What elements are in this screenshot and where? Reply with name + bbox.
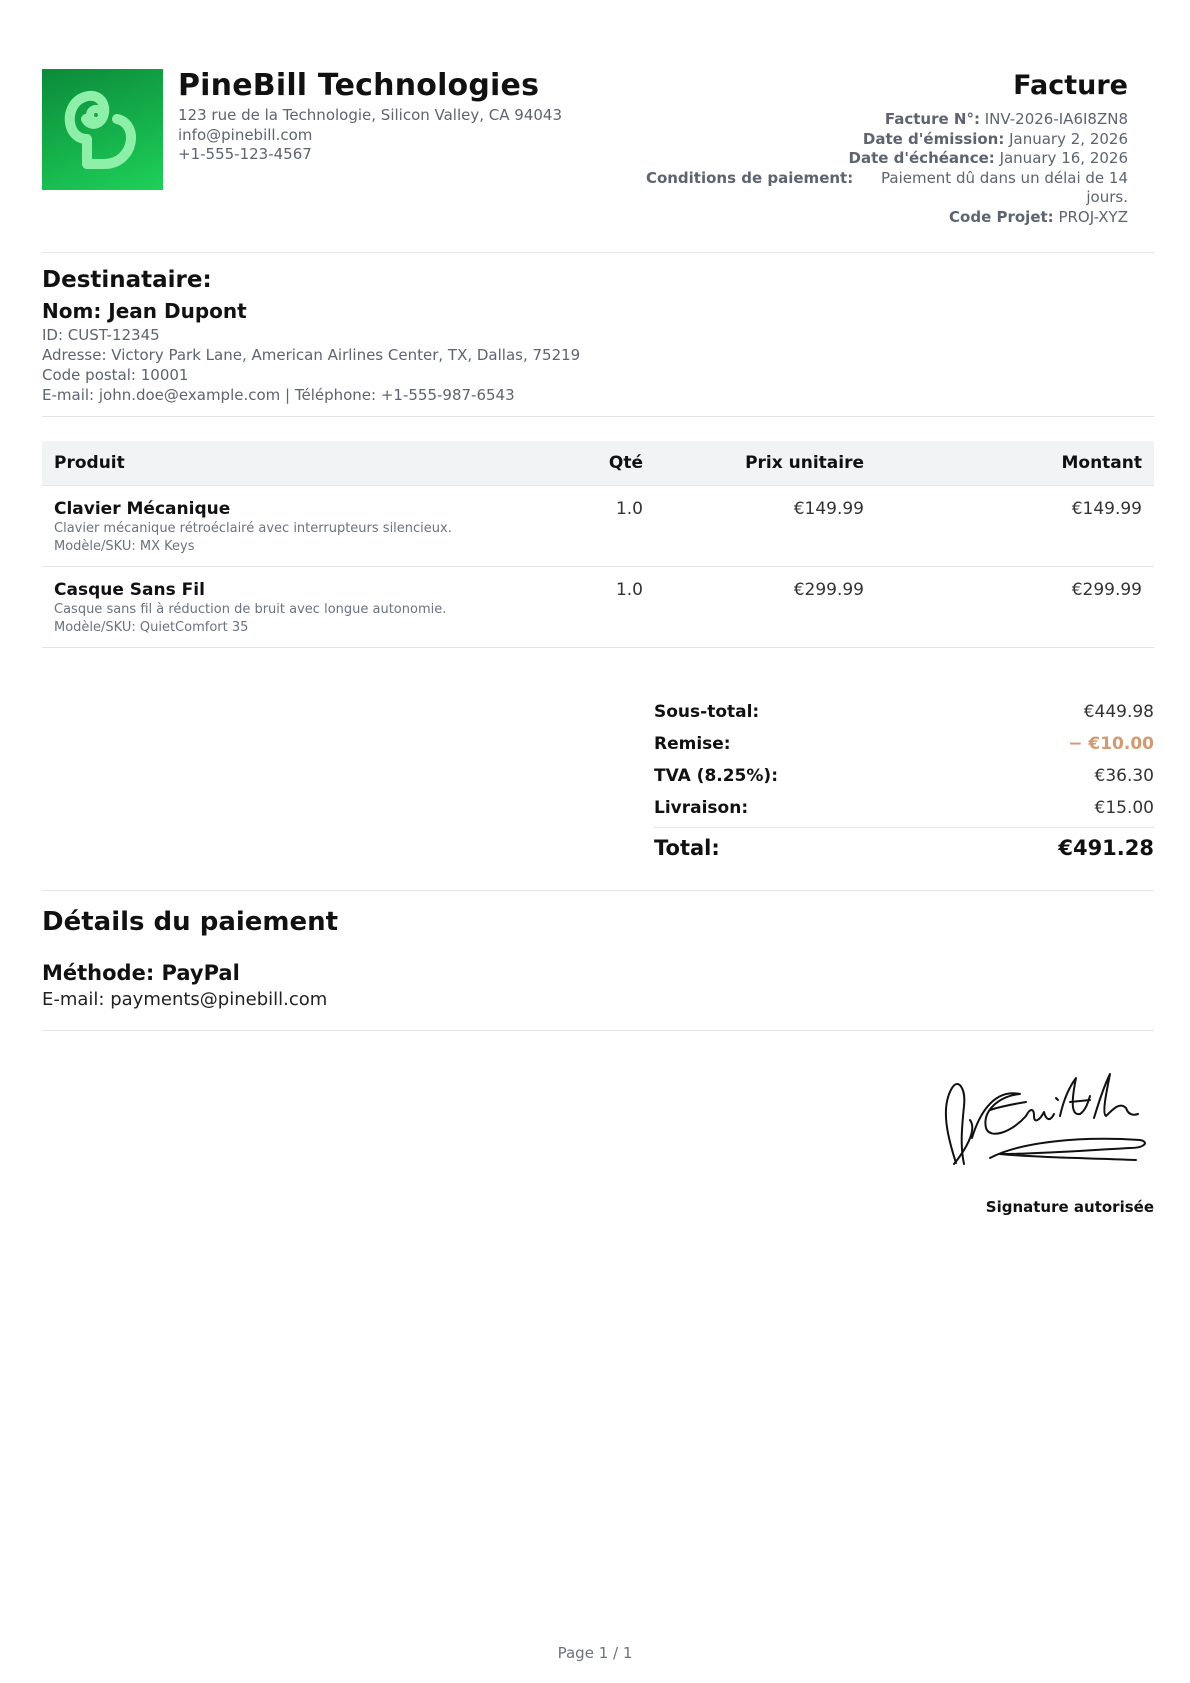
qty-cell: 1.0 [615, 580, 643, 600]
shipping-label: Livraison: [654, 798, 749, 818]
signature-label: Signature autorisée [985, 1198, 1154, 1216]
invoice-number-label: Facture N°: [884, 110, 980, 128]
total-row [654, 828, 1154, 868]
recipient-address: Adresse: Victory Park Lane, American Airlines Center, TX, Dallas, 75219 [42, 346, 581, 364]
discount-label: Remise: [654, 734, 731, 754]
table-row [42, 567, 1154, 648]
due-date: January 16, 2026 [999, 149, 1128, 167]
project-code: PROJ-XYZ [1058, 207, 1128, 226]
product-sku: Modèle/SKU: MX Keys [54, 539, 195, 554]
payment-email: E-mail: payments@pinebill.com [42, 989, 328, 1010]
header-unit-price: Prix unitaire [745, 453, 864, 473]
product-cell [54, 579, 446, 637]
unit-price-cell: €149.99 [793, 499, 864, 519]
payment-terms-row [628, 169, 1128, 208]
header-qty: Qté [608, 453, 643, 473]
issue-date-row [628, 130, 1128, 150]
items-table [42, 441, 1154, 648]
shipping-value: €15.00 [1094, 798, 1154, 818]
totals-section [654, 696, 1154, 868]
header-amount: Montant [1061, 453, 1142, 473]
total-value: €491.28 [1058, 836, 1154, 860]
signature-image [930, 1058, 1160, 1178]
payment-method: Méthode: PayPal [42, 961, 240, 985]
tax-row [654, 760, 1154, 792]
amount-cell: €149.99 [1071, 499, 1142, 519]
divider [42, 252, 1154, 253]
product-description: Clavier mécanique rétroéclairé avec interrupteurs silencieux. [54, 521, 452, 536]
divider [42, 1030, 1154, 1031]
product-name: Clavier Mécanique [54, 499, 231, 519]
company-logo [42, 69, 163, 190]
project-code-row [628, 208, 1128, 228]
product-description: Casque sans fil à réduction de bruit avec longue autonomie. [54, 602, 447, 617]
divider [42, 416, 1154, 417]
recipient-name: Nom: Jean Dupont [42, 299, 247, 323]
project-code-label: Code Projet: [949, 207, 1054, 226]
issue-date-label: Date d'émission: [862, 129, 1005, 148]
due-date-label: Date d'échéance: [848, 149, 995, 167]
recipient-contact: E-mail: john.doe@example.com | Téléphone: +1-555-987-6543 [42, 386, 515, 404]
invoice-number: INV-2026-IA6I8ZN8 [984, 110, 1128, 128]
invoice-number-row [628, 110, 1128, 130]
page-number: Page 1 / 1 [557, 1644, 633, 1662]
header-product: Produit [54, 453, 125, 473]
invoice-meta [628, 66, 1128, 227]
divider [42, 890, 1154, 891]
total-label: Total: [654, 836, 720, 860]
pinebill-logo-icon [42, 69, 163, 190]
qty-cell: 1.0 [615, 499, 643, 519]
shipping-row [654, 792, 1154, 824]
company-info [178, 66, 562, 165]
recipient-title: Destinataire: [42, 267, 212, 293]
issue-date: January 2, 2026 [1009, 129, 1128, 148]
subtotal-row [654, 696, 1154, 728]
product-sku: Modèle/SKU: QuietComfort 35 [54, 620, 249, 635]
discount-row [654, 728, 1154, 760]
company-email: info@pinebill.com [178, 125, 313, 144]
payment-terms-label: Conditions de paiement: [645, 168, 854, 187]
discount-value: − €10.00 [1068, 734, 1154, 754]
product-name: Casque Sans Fil [54, 580, 205, 600]
company-address: 123 rue de la Technologie, Silicon Valley, CA 94043 [178, 106, 563, 124]
table-header [42, 441, 1154, 486]
subtotal-label: Sous-total: [654, 702, 760, 722]
recipient-section [42, 264, 580, 405]
recipient-postal: Code postal: 10001 [42, 366, 189, 384]
tax-label: TVA (8.25%): [654, 766, 778, 786]
amount-cell: €299.99 [1071, 580, 1142, 600]
unit-price-cell: €299.99 [793, 580, 864, 600]
due-date-row [628, 149, 1128, 169]
table-row [42, 486, 1154, 567]
tax-value: €36.30 [1094, 766, 1154, 786]
product-cell [54, 498, 452, 556]
subtotal-value: €449.98 [1083, 702, 1154, 722]
recipient-id: ID: CUST-12345 [42, 326, 160, 344]
company-phone: +1-555-123-4567 [178, 145, 312, 163]
payment-terms: Paiement dû dans un délai de 14 jours. [881, 168, 1128, 206]
payment-title: Détails du paiement [42, 907, 339, 937]
handwritten-signature-icon [930, 1058, 1160, 1178]
company-name: PineBill Technologies [178, 68, 540, 103]
invoice-title: Facture [1013, 70, 1128, 101]
payment-section [42, 905, 338, 1012]
